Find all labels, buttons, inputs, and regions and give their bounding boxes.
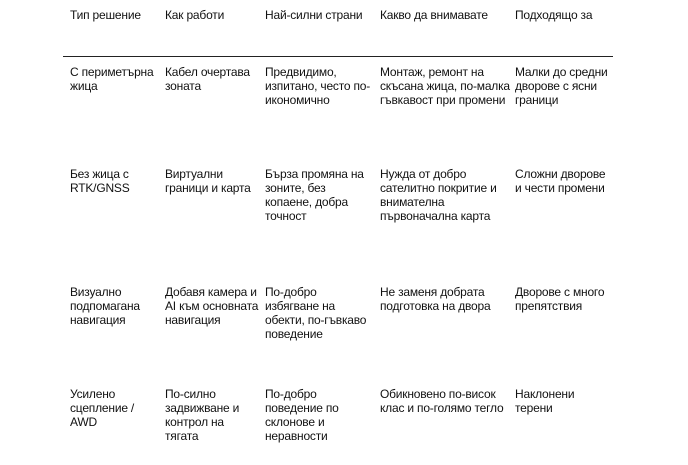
header-type: Тип решение — [70, 8, 141, 22]
header-suitable: Подходящо за — [515, 8, 593, 22]
table-cell: По-добро избягване на обекти, по-гъвкаво поведение — [265, 285, 367, 341]
table-cell: Малки до средни дворове с ясни граници — [515, 65, 608, 107]
table-cell: Сложни дворове и чести промени — [515, 167, 606, 195]
table-cell: Предвидимо, изпитано, често по- икономично — [265, 65, 371, 107]
table-cell: Нужда от добро сателитно покритие и внимателна първоначална карта — [380, 167, 497, 223]
table-cell: Наклонени терени — [515, 387, 575, 415]
header-strengths: Най-силни страни — [265, 8, 363, 22]
table-cell: Добавя камера и AI към основната навигация — [165, 285, 259, 327]
table-cell: Бърза промяна на зоните, без копаене, добра точност — [265, 167, 364, 223]
table-cell: По-силно задвижване и контрол на тягата — [165, 387, 240, 443]
header-cautions: Какво да внимавате — [380, 8, 488, 22]
table-cell: С периметърна жица — [70, 65, 154, 93]
table-cell: Визуално подпомагана навигация — [70, 285, 140, 327]
table-cell: Усилено сцепление / AWD — [70, 387, 135, 429]
table-cell: Виртуални граници и карта — [165, 167, 251, 195]
table-cell: Кабел очертава зоната — [165, 65, 250, 93]
table-cell: Обикновено по-висок клас и по-голямо тегло — [380, 387, 504, 415]
table-cell: Не заменя добрата подготовка на двора — [380, 285, 491, 313]
table-cell: Дворове с много препятствия — [515, 285, 605, 313]
header-divider — [63, 56, 613, 57]
table-cell: Без жица с RTK/GNSS — [70, 167, 130, 195]
table-cell: Монтаж, ремонт на скъсана жица, по-малка гъвкавост при промени — [380, 65, 510, 107]
header-how: Как работи — [165, 8, 225, 22]
table-cell: По-добро поведение по склонове и неравности — [265, 387, 339, 443]
